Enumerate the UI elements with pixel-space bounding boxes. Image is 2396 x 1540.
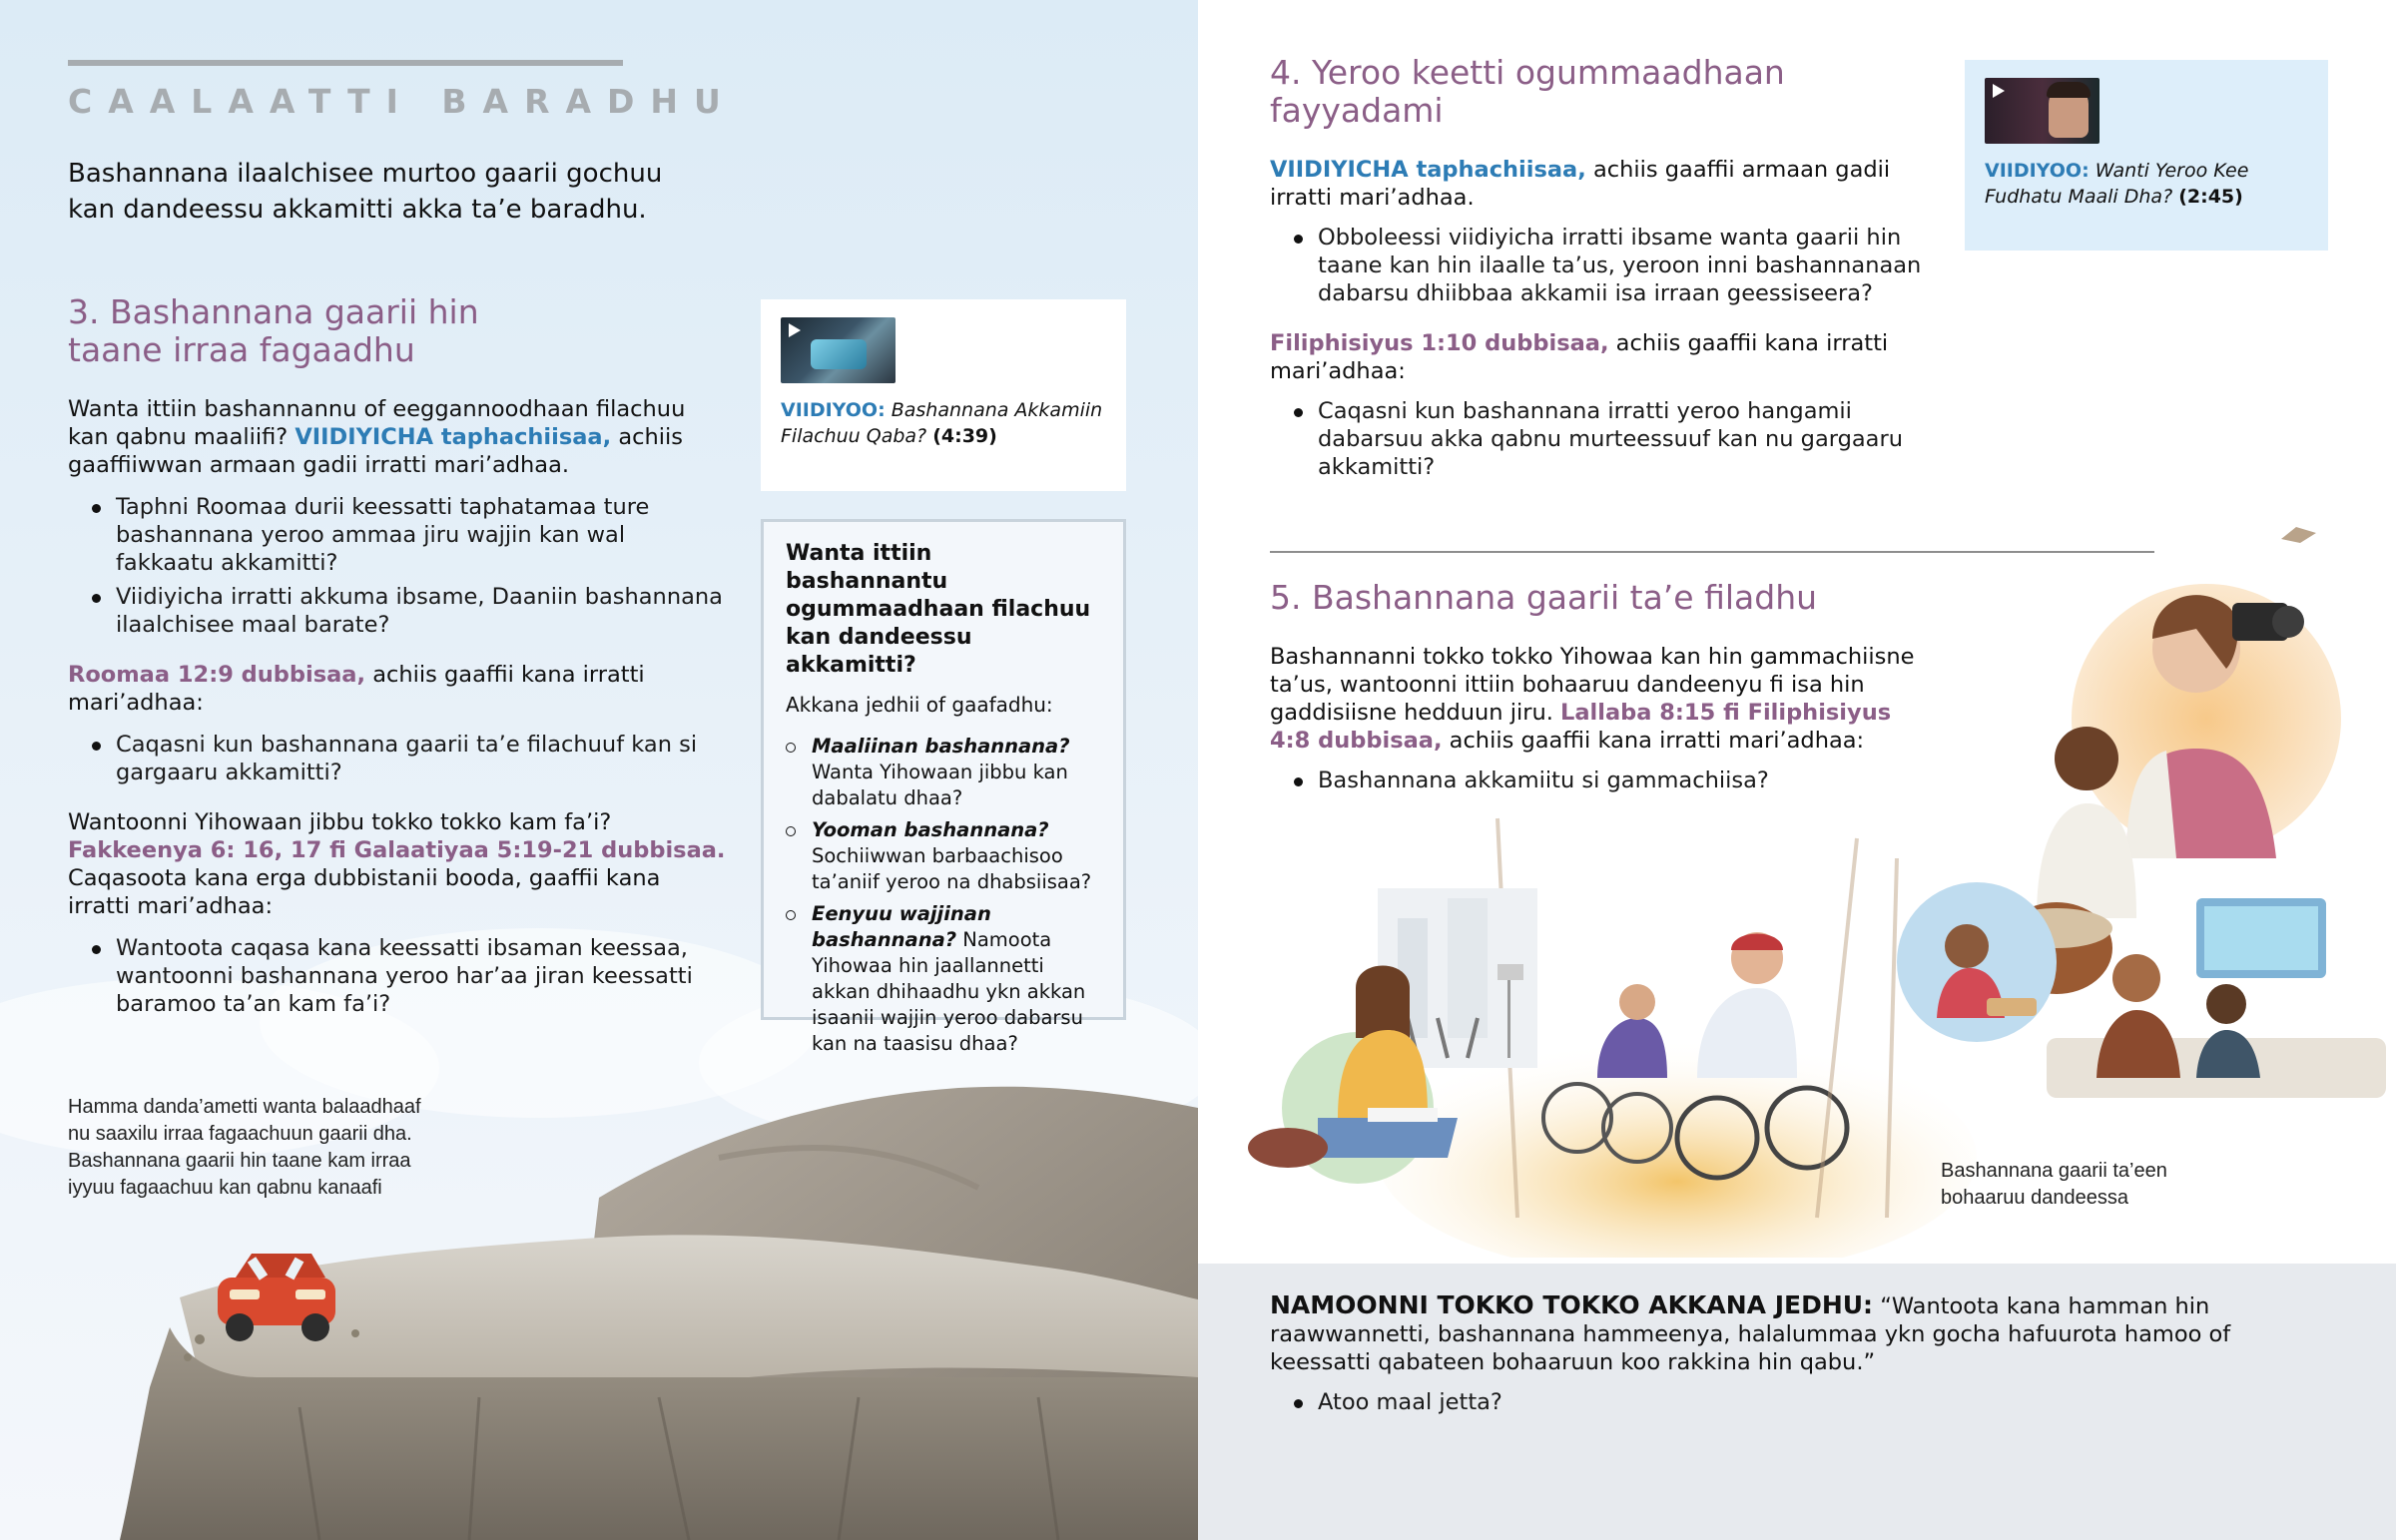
section-4-title: 4. Yeroo keetti ogummaadhaan fayyadami bbox=[1270, 53, 1785, 130]
question-item: Atoo maal jetta? bbox=[1270, 1388, 2328, 1416]
self-check-answer: Namoota Yihowaa hin jaallannetti akkan dhihaadhu ykn akkan isaanii wajjin yeroo dabarsu kan na taasisu dhaa? bbox=[812, 928, 1086, 1055]
section-3-questions-3 bbox=[68, 934, 727, 1018]
cliff-photo-caption: Hamma danda’ametti wanta balaadhaaf nu saaxilu irraa fagaachuun gaarii dha. Bashannana gaarii hin taane kam irraa iyyuu fagaachuu kan qabnu kanaafi bbox=[68, 1096, 421, 1199]
video-label: VIIDIYOO: bbox=[1985, 160, 2090, 182]
boy-building-figure bbox=[1897, 882, 2057, 1042]
scripture-link[interactable]: Filiphisiyus 1:10 dubbisaa, bbox=[1270, 330, 1609, 356]
photographer-figure bbox=[2072, 527, 2341, 858]
para-text: achiis gaaffiiwwan armaan gadii irratti mari’adhaa. bbox=[68, 424, 683, 478]
recreation-photo-caption: Bashannana gaarii ta’een bohaaruu dandeessa bbox=[1941, 1160, 2167, 1209]
self-check-question: Yooman bashannana? bbox=[812, 818, 1049, 841]
question-item: Bashannana akkamiitu si gammachiisa? bbox=[1270, 767, 1929, 794]
section-3-para-2 bbox=[68, 661, 727, 717]
footer-questions bbox=[1270, 1388, 2328, 1416]
para-text: achiis gaaffii kana irratti mari’adhaa: bbox=[68, 662, 645, 716]
self-check-item bbox=[786, 734, 1101, 811]
video-thumbnail[interactable] bbox=[1985, 78, 2099, 144]
section-4-questions-2 bbox=[1270, 397, 1949, 481]
self-check-item bbox=[786, 817, 1101, 895]
phone-game-image bbox=[811, 339, 867, 369]
self-check-question: Eenyuu wajjinan bashannana? bbox=[812, 902, 991, 951]
video-caption bbox=[1985, 158, 2308, 210]
section-4-body bbox=[1270, 156, 1949, 487]
question-item: Taphni Roomaa durii keessatti taphatamaa ture bashannana yeroo ammaa jiru wajjin kan wal fakkaatu akkamitti? bbox=[68, 493, 727, 577]
para-text: Caqasoota kana erga dubbistanii booda, gaaffii kana irratti mari’adhaa: bbox=[68, 865, 661, 919]
video-card-1[interactable] bbox=[761, 299, 1126, 491]
video-title[interactable]: Wanti Yeroo Kee Fudhatu Maali Dha? bbox=[1985, 160, 2249, 208]
question-item: Viidiyicha irratti akkuma ibsame, Daaniin bashannana ilaalchisee maal barate? bbox=[68, 583, 727, 639]
section-3-heading-wrap bbox=[68, 293, 527, 369]
section-3-title: 3. Bashannana gaarii hin taane irraa fagaadhu bbox=[68, 292, 479, 369]
section-3-para-1 bbox=[68, 395, 727, 479]
video-title[interactable]: Bashannana Akkamiin Filachuu Qaba? bbox=[781, 399, 1103, 447]
para-text: achiis gaaffii armaan gadii irratti mari’adhaa. bbox=[1270, 157, 1891, 211]
section-3-questions-2 bbox=[68, 731, 727, 786]
self-check-list bbox=[786, 734, 1101, 1057]
para-text: Wantoonni Yihowaan jibbu tokko tokko kam fa’i? bbox=[68, 809, 612, 835]
scripture-link[interactable]: Fakkeenya 6: 16, 17 fi Galaatiyaa 5:19-21 dubbisaa. bbox=[68, 837, 726, 863]
question-item: Obboleessi viidiyicha irratti ibsame wanta gaarii hin taane kan hin ilaalle ta’us, yeroon inni bashannanaan dabarsu dhiibbaa akkamii isa irraan geessiseera? bbox=[1270, 224, 1949, 307]
question-item: Caqasni kun bashannana irratti yeroo hangamii dabarsuu akka qabnu murteessuuf kan nu gargaaru akkamitti? bbox=[1270, 397, 1949, 481]
video-caption bbox=[781, 397, 1106, 449]
self-check-answer: Wanta Yihowaan jibbu kan dabalatu dhaa? bbox=[812, 761, 1068, 809]
video-label: VIIDIYOO: bbox=[781, 399, 886, 421]
play-video-link[interactable]: VIIDIYICHA taphachiisaa, bbox=[1270, 157, 1586, 183]
cliff-illustration bbox=[0, 1078, 1198, 1540]
kicker-rule bbox=[68, 60, 623, 66]
para-text: achiis gaaffii kana irratti mari’adhaa: bbox=[1270, 330, 1889, 384]
box-subtitle: Akkana jedhii of gaafadhu: bbox=[786, 693, 1053, 717]
video-duration: (4:39) bbox=[932, 425, 997, 447]
video-card-2[interactable] bbox=[1965, 60, 2328, 251]
video-thumbnail[interactable] bbox=[781, 317, 896, 383]
question-item: Wantoota caqasa kana keessatti ibsaman keessaa, wantoonni bashannana yeroo har’aa jiran keessatti baramoo ta’an kam fa’i? bbox=[68, 934, 727, 1018]
page-kicker: CAALAATTI BARADHU bbox=[68, 82, 737, 121]
scripture-link[interactable]: Lallaba 8:15 fi Filiphisiyus 4:8 dubbisaa, bbox=[1270, 700, 1892, 754]
right-page bbox=[1198, 0, 2396, 1540]
box-title: Wanta ittiin bashannantu ogummaadhaan filachuu kan dandeessu akkamitti? bbox=[786, 541, 1091, 678]
play-icon[interactable] bbox=[789, 323, 801, 337]
footer-quote-text: “Wantoota kana hamman hin raawwannetti, bashannana hammeenya, halalummaa ykn gocha hafuurota hamoo of keessatti qabateen bohaaruun koo rakkina hin qabu.” bbox=[1270, 1293, 2231, 1375]
question-item: Caqasni kun bashannana gaarii ta’e filachuuf kan si gargaaru akkamitti? bbox=[68, 731, 727, 786]
section-3-para-3 bbox=[68, 808, 727, 920]
footer-lead: NAMOONNI TOKKO TOKKO AKKANA JEDHU: bbox=[1270, 1290, 1874, 1319]
self-check-question: Maaliinan bashannana? bbox=[812, 735, 1070, 758]
para-text: Bashannanni tokko tokko Yihowaa kan hin gammachiisne ta’us, wantoonni ittiin bohaaruu dandeenyu fi isa hin gaddisiisne hedduun jiru. bbox=[1270, 644, 1915, 726]
para-text: Wanta ittiin bashannannu of eeggannoodhaan filachuu kan qabnu maaliifi? bbox=[68, 396, 686, 450]
intro-text: Bashannana ilaalchisee murtoo gaarii gochuu kan dandeessu akkamitti akka ta’e baradhu. bbox=[68, 159, 663, 225]
self-check-item bbox=[786, 901, 1101, 1057]
scripture-link[interactable]: Roomaa 12:9 dubbisaa, bbox=[68, 662, 366, 688]
person-hair-image bbox=[2047, 82, 2091, 98]
footer-content bbox=[1270, 1291, 2328, 1422]
section-4-para-1 bbox=[1270, 156, 1949, 212]
choose-wisely-box bbox=[761, 519, 1126, 1055]
section-3-questions-1 bbox=[68, 493, 727, 639]
recreation-illustration bbox=[1198, 519, 2396, 1258]
footer-quote bbox=[1270, 1291, 2328, 1376]
section-4-heading-wrap bbox=[1270, 54, 1829, 130]
para-text: achiis gaaffii kana irratti mari’adhaa: bbox=[1442, 728, 1865, 754]
section-3-body bbox=[68, 395, 727, 1024]
play-video-link[interactable]: VIIDIYICHA taphachiisaa, bbox=[295, 424, 612, 450]
video-duration: (2:45) bbox=[2178, 186, 2243, 208]
play-icon[interactable] bbox=[1993, 84, 2005, 98]
section-4-questions-1 bbox=[1270, 224, 1949, 307]
section-4-para-2 bbox=[1270, 329, 1949, 385]
self-check-answer: Sochiiwwan barbaachisoo ta’aniif yeroo na dhabsiisaa? bbox=[812, 844, 1092, 893]
section-5-title: 5. Bashannana gaarii ta’e filadhu bbox=[1270, 578, 1818, 617]
